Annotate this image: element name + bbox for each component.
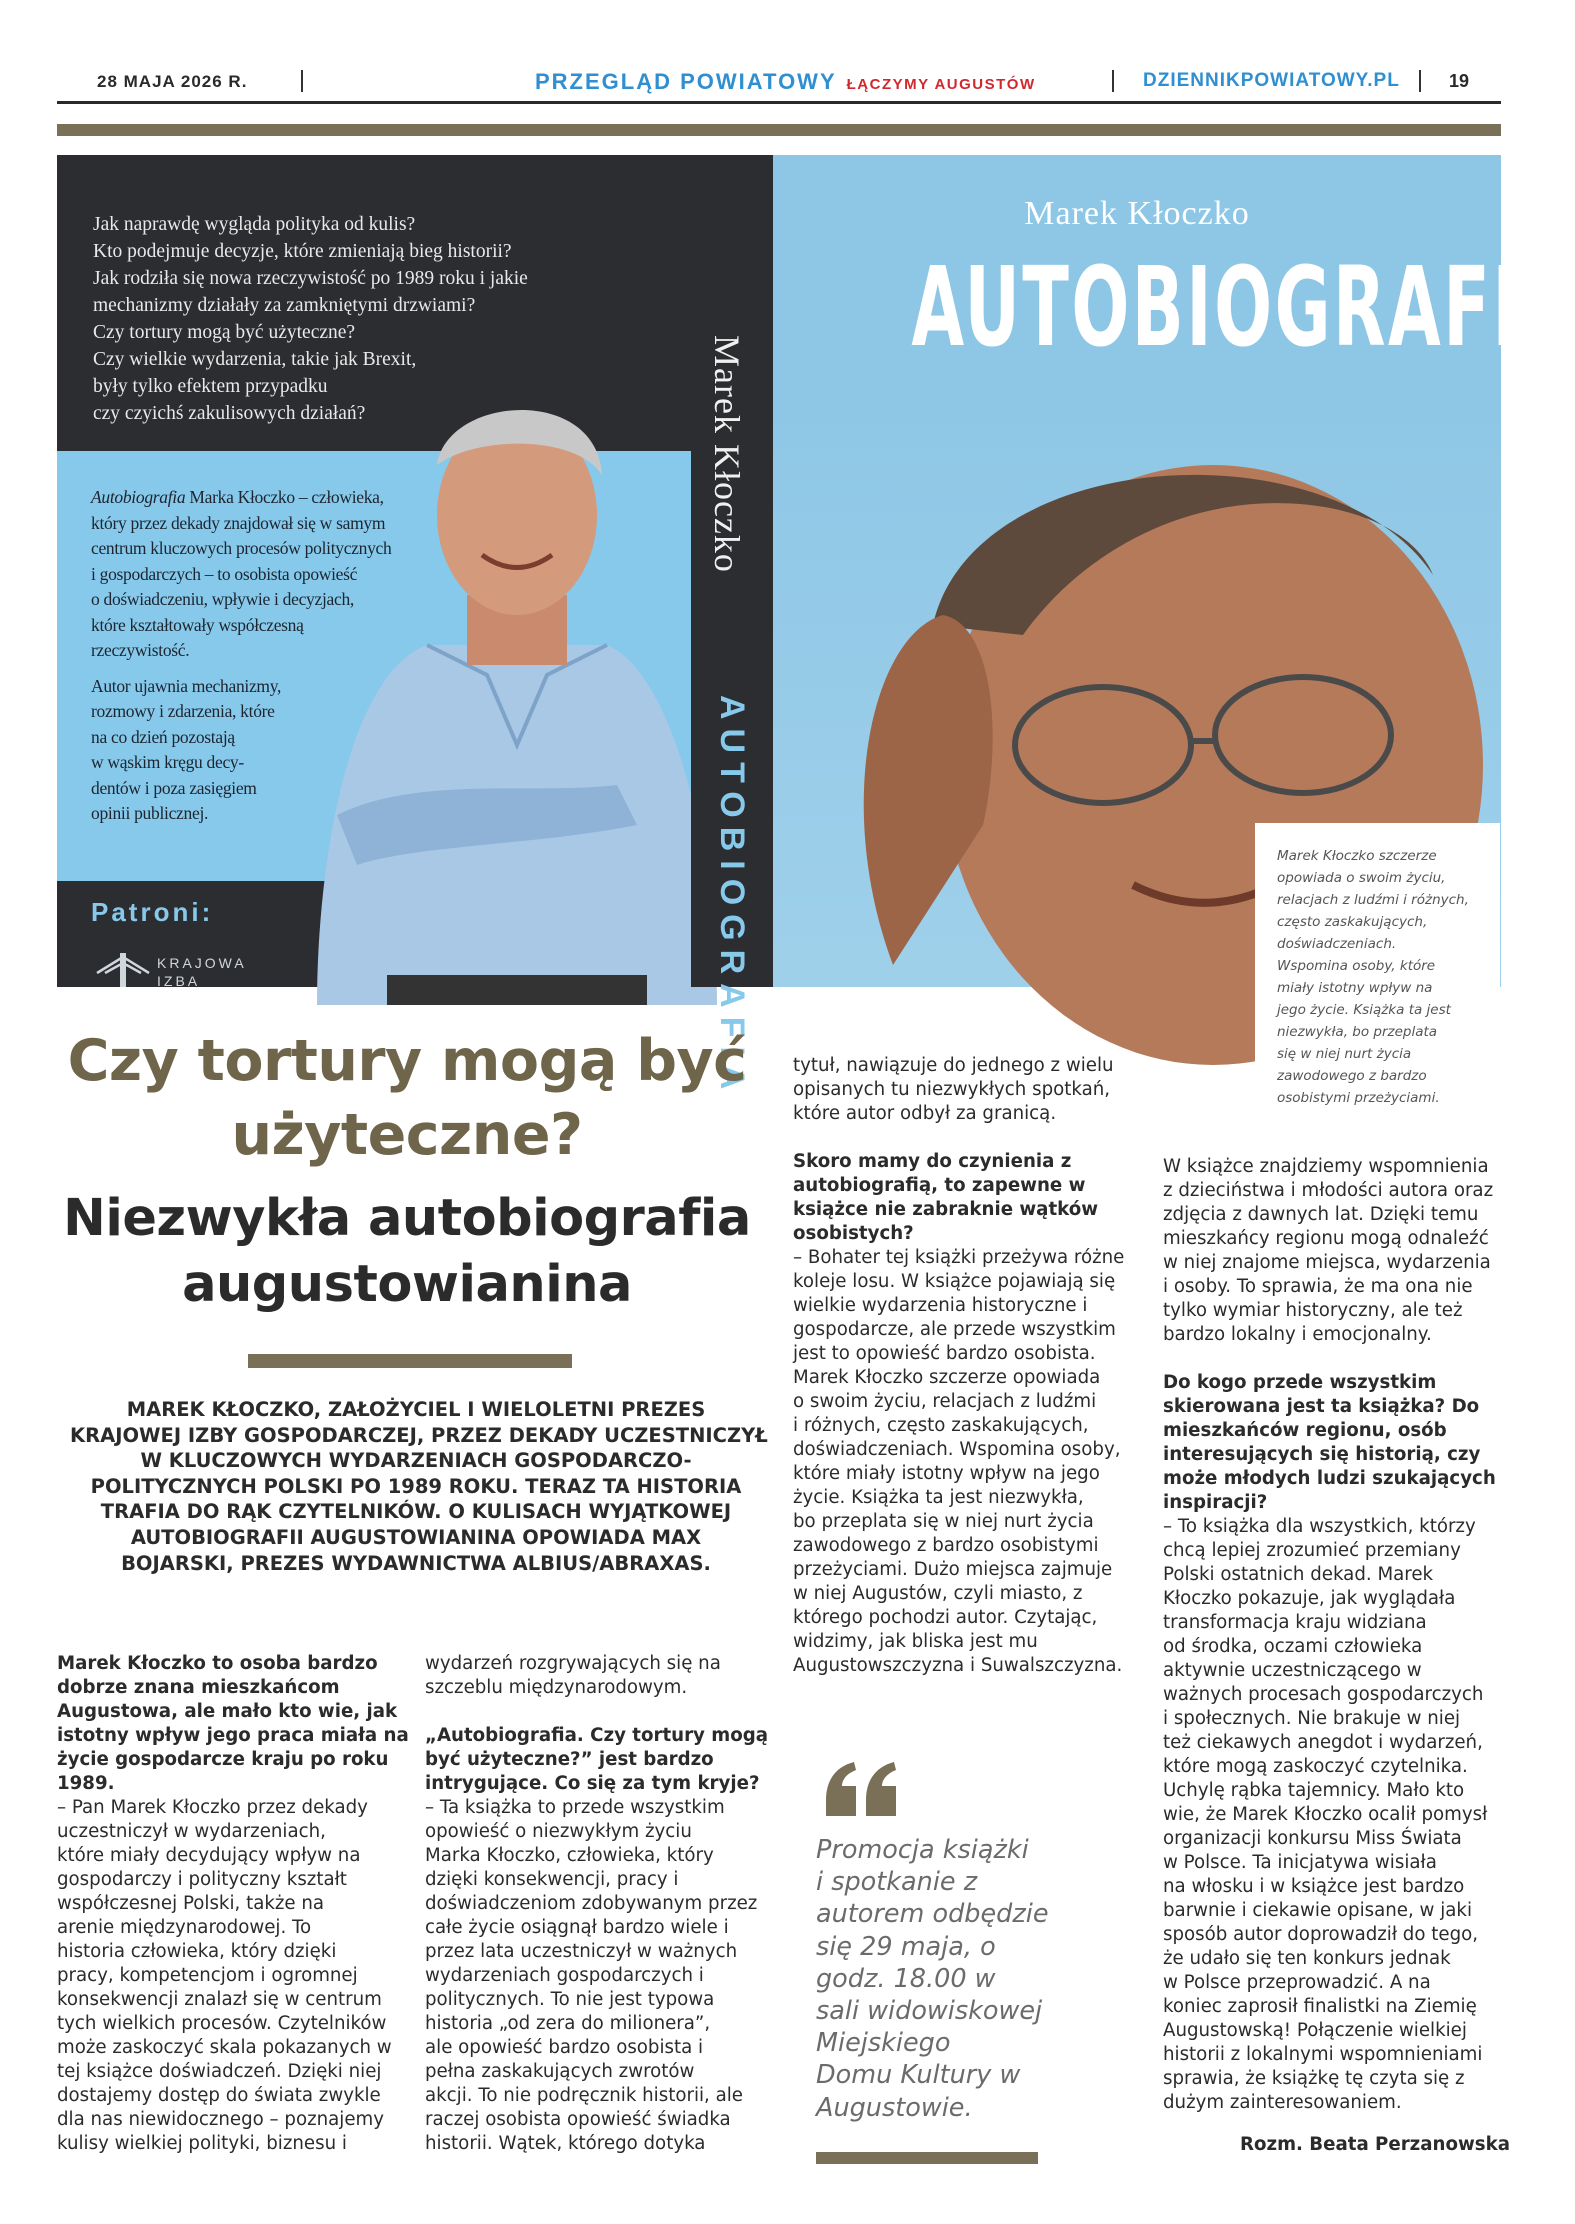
header-divider (301, 70, 303, 92)
column-4: W książce znajdziemy wspomnienia z dzieciństwa i młodości autora oraz zdjęcia z dawnych lat. Dzięki temu mieszkańcy regionu mogą odnaleźć w niej znajome miejsca, wydarzenia i osoby. To sprawia, że ma ona nie tylko wymiar historyczny, ale też bardzo lokalny i emocjonalny. Do kogo przede wszystkim skierowana jest ta książka? Do mieszkańców regionu, osób interesujących się historią, czy może młodych ludzi szukających inspiracji? – To książka dla wszystkich, którzy chcą lepiej zrozumieć przemiany Polski ostatnich dekad. Marek Kłoczko pokazuje, jak wyglądała transformacja kraju widziana od środka, oczami człowieka aktywnie uczestniczącego w ważnych procesach gospodarczych i społecznych. Nie brakuje w niej też ciekawych anegdot i wydarzeń, które mogą zaskoczyć czytelnika. Uchylę rąbka tajemnicy. Mało kto wie, że Marek Kłoczko ocalił pomysł organizacji konkursu Miss Świata w Polsce. Ta inicjatywa wisiała na włosku i w książce jest bardzo barwnie i ciekawie opisane, w jaki sposób autor doprowadził do tego, że udało się ten konkurs jednak w Polsce przeprowadzić. A na koniec zaprosił finalistki na Ziemię Augustowską! Połączenie wielkiej historii z lokalnymi wspomnieniami sprawia, że książkę tę czyta się z dużym zainteresowaniem. (1163, 1156, 1496, 2113)
masthead-title: PRZEGLĄD POWIATOWY (535, 69, 837, 94)
page-header (57, 60, 1501, 104)
pull-quote: Promocja książki i spotkanie z autorem odbędzie się 29 maja, o godz. 18.00 w sali widowiskowej Miejskiego Domu Kultury w Augustowie. (816, 1835, 1049, 2123)
article-title: Czy tortury mogą być użyteczne? (67, 1028, 747, 1168)
interviewer-signature: Rozm. Beata Perzanowska (1240, 2134, 1510, 2155)
spine-title: AUTOBIOGRAFIA (713, 695, 751, 1099)
front-author: Marek Kłoczko (1024, 195, 1250, 232)
question-line: mechanizmy działały za zamkniętymi drzwiami? (93, 295, 476, 316)
book-spine (691, 155, 773, 1099)
header-divider (1419, 70, 1421, 92)
header-divider (1112, 70, 1114, 92)
photo-caption: Marek Kłoczko szczerze opowiada o swoim życiu, relacjach z ludźmi i różnych, często zaskakujących, doświadczeniach. Wspomina osoby, które miały istotny wpływ na jego życie. Książka ta jest niezwykła, bo przeplata się w niej nurt życia zawodowego z bardzo osobistymi przeżyciami. (1255, 823, 1500, 1101)
website-link[interactable]: DZIENNIKPOWIATOWY.PL (1143, 70, 1400, 91)
front-title: AUTOBIOGRAFIA (911, 243, 1575, 371)
question-line: Kto podejmuje decyzje, które zmieniają bieg historii? (93, 241, 512, 262)
author-portrait-standing (277, 345, 757, 1005)
patrons-label: Patroni: (91, 897, 214, 927)
question-line: czy czyichś zakulisowych działań? (93, 403, 366, 424)
krajowa-izba-logo-text: KRAJOWA IZBA (157, 955, 247, 989)
spine-author: Marek Kłoczko (707, 335, 747, 573)
masthead (535, 69, 1036, 95)
question-line: były tylko efektem przypadku (93, 376, 328, 397)
article-lead: MAREK KŁOCZKO, ZAŁOŻYCIEL I WIELOLETNI PREZES KRAJOWEJ IZBY GOSPODARCZEJ, PRZEZ DEKADY UCZESTNICZYŁ W KLUCZOWYCH WYDARZENIACH GOSPODARCZO- POLITYCZNYCH POLSKI PO 1989 ROKU. TERAZ TA HISTORIA TRAFIA DO RĄK CZYTELNIKÓW. O KULISACH WYJĄTKOWEJ AUTOBIOGRAFII AUGUSTOWIANINA OPOWIADA MAX BOJARSKI, PREZES WYDAWNICTWA ALBIUS/ABRAXAS. (70, 1398, 768, 1575)
back-cover-description: Autobiografia Marka Kłoczko – człowieka, który przez dekady znajdował się w samym centrum kluczowych procesów politycznych i gospodarczych – to osobista opowieść o doświadczeniu, wpływie i decyzjach, które kształtowały współczesną rzeczywistość. Autor ujawnia mechanizmy, rozmowy i zdarzenia, które na co dzień pozostają w wąskim kręgu decy- dentów i poza zasięgiem opinii publicznej. (91, 487, 392, 823)
headline-divider (248, 1354, 572, 1368)
italic-title: Autobiografia (91, 487, 186, 507)
masthead-slogan: ŁĄCZYMY AUGUSTÓW (846, 76, 1036, 93)
header-rule (57, 101, 1501, 104)
question-line: Jak naprawdę wygląda polityka od kulis? (93, 214, 416, 235)
column-3: tytuł, nawiązuje do jednego z wielu opisanych tu niezwykłych spotkań, które autor odbył za granicą. Skoro mamy do czynienia z autobiografią, to zapewne w książce nie zabraknie wątków osobistych? – Bohater tej książki przeżywa różne koleje losu. W książce pojawiają się wielkie wydarzenia historyczne i gospodarcze, ale przede wszystkim jest to opowieść bardzo osobista. Marek Kłoczko szczerze opowiada o swoim życiu, relacjach z ludźmi i różnych, często zaskakujących, doświadczeniach. Wspomina osoby, które miały istotny wpływ na jego życie. Książka ta jest niezwykła, bo przeplata się w niej nurt życia zawodowego z bardzo osobistymi przeżyciami. Dużo miejsca zajmuje w niej Augustów, czyli miasto, z którego pochodzi autor. Czytając, widzimy, jak bliska jest mu Augustowszczyzna i Suwalszczyzna. (793, 1055, 1125, 1676)
page-number: 19 (1449, 71, 1470, 91)
quote-divider (816, 2152, 1038, 2164)
column-2: wydarzeń rozgrywających się na szczeblu międzynarodowym. „Autobiografia. Czy tortury mogą być użyteczne?” jest bardzo intrygujące. Co się za tym kryje? – Ta książka to przede wszystkim opowieść o niezwykłym życiu Marka Kłoczko, człowieka, który dzięki konsekwencji, pracy i doświadczeniom zdobywanym przez całe życie osiągnął bardzo wiele i przez lata uczestniczył w ważnych wydarzeniach gospodarczych i politycznych. To nie jest typowa historia „od zera do milionera”, ale opowieść bardzo osobista i pełna zaskakujących zwrotów akcji. To nie podręcznik historii, ale raczej osobista opowieść świadka historii. Wątek, którego dotyka (425, 1653, 768, 2154)
question-line: Czy wielkie wydarzenia, takie jak Brexit, (93, 349, 417, 370)
quote-mark-icon (822, 1760, 902, 1820)
header-band (57, 124, 1501, 136)
issue-date: 28 MAJA 2026 R. (97, 72, 248, 91)
book-back-cover (57, 155, 691, 987)
krajowa-izba-logo-icon (95, 951, 151, 987)
question-line: Czy tortury mogą być użyteczne? (93, 322, 356, 343)
column-1: Marek Kłoczko to osoba bardzo dobrze znana mieszkańcom Augustowa, ale mało kto wie, jak istotny wpływ jego praca miała na życie gospodarcze kraju po roku 1989. – Pan Marek Kłoczko przez dekady uczestniczył w wydarzeniach, które miały decydujący wpływ na gospodarczy i polityczny kształt współczesnej Polski, także na arenie międzynarodowej. To historia człowieka, który dzięki pracy, kompetencjom i ogromnej konsekwencji znalazł się w centrum tych wielkich procesów. Czytelników może zaskoczyć skala pokazanych w tej książce doświadczeń. Dzięki niej dostajemy dostęp do świata zwykle dla nas niewidocznego – poznajemy kulisy wielkiej polityki, biznesu i (57, 1653, 409, 2154)
article-subtitle: Niezwykła autobiografia augustowianina (63, 1189, 751, 1314)
question-line: Jak rodziła się nowa rzeczywistość po 1989 roku i jakie (93, 268, 528, 289)
